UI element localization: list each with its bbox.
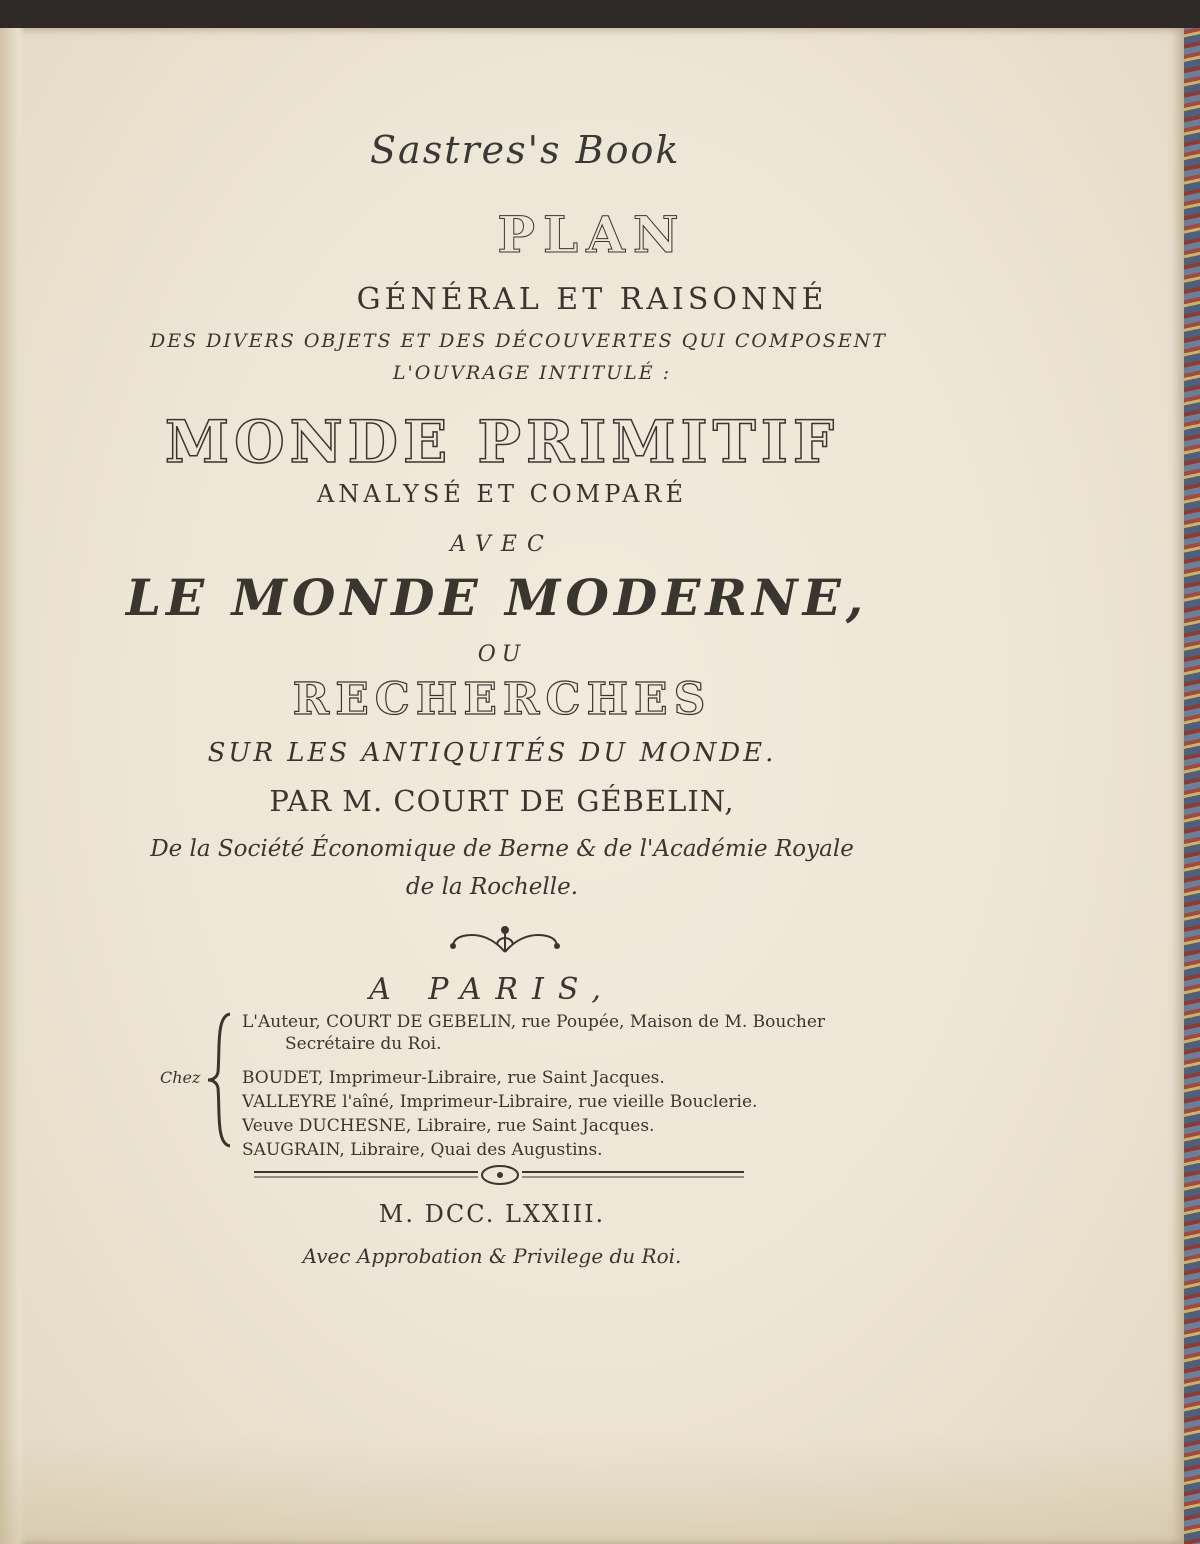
title-divers: DES DIVERS OBJETS ET DES DÉCOUVERTES QUI COMPOSENT xyxy=(150,330,887,352)
title-monde-primitif: MONDE PRIMITIF xyxy=(164,408,840,476)
left-brace-icon xyxy=(206,1010,236,1150)
author-name: PAR M. COURT DE GÉBELIN, xyxy=(269,784,735,818)
handwritten-signature: Sastres's Book xyxy=(370,128,681,172)
imprint-address-4: Veuve DUCHESNE, Libraire, rue Saint Jacques. xyxy=(242,1116,655,1136)
page-stain xyxy=(0,1434,1184,1544)
imprint-city: A PARIS, xyxy=(369,972,615,1007)
top-edge xyxy=(0,0,1200,28)
imprint-address-5: SAUGRAIN, Libraire, Quai des Augustins. xyxy=(242,1140,603,1160)
title-monde-moderne: LE MONDE MODERNE, xyxy=(125,568,869,627)
title-general: GÉNÉRAL ET RAISONNÉ xyxy=(356,282,828,317)
title-ouvrage: L'OUVRAGE INTITULÉ : xyxy=(392,362,672,384)
title-ou: OU xyxy=(477,642,527,667)
title-recherches: RECHERCHES xyxy=(292,674,712,725)
imprint-address-2: BOUDET, Imprimeur-Libraire, rue Saint Jacques. xyxy=(242,1068,665,1088)
author-society-line2: de la Rochelle. xyxy=(405,874,579,900)
title-plan: PLAN xyxy=(497,205,687,264)
imprint-approbation: Avec Approbation & Privilege du Roi. xyxy=(302,1244,682,1268)
imprint-address-1: L'Auteur, COURT DE GEBELIN, rue Poupée, Maison de M. Boucher xyxy=(242,1012,826,1032)
floral-ornament-icon xyxy=(445,922,565,958)
imprint-year: M. DCC. LXXIII. xyxy=(378,1200,606,1228)
imprint-address-1-cont: Secrétaire du Roi. xyxy=(285,1034,442,1054)
title-analyse: ANALYSÉ ET COMPARÉ xyxy=(316,480,688,508)
decorative-rule-icon xyxy=(250,1164,750,1188)
author-society-line1: De la Société Économique de Berne & de l'Académie Royale xyxy=(150,836,854,862)
imprint-address-3: VALLEYRE l'aîné, Imprimeur-Libraire, rue vieille Bouclerie. xyxy=(242,1092,758,1112)
title-avec: AVEC xyxy=(450,532,554,557)
title-antiquites: SUR LES ANTIQUITÉS DU MONDE. xyxy=(207,738,777,768)
imprint-chez: Chez xyxy=(160,1068,201,1087)
